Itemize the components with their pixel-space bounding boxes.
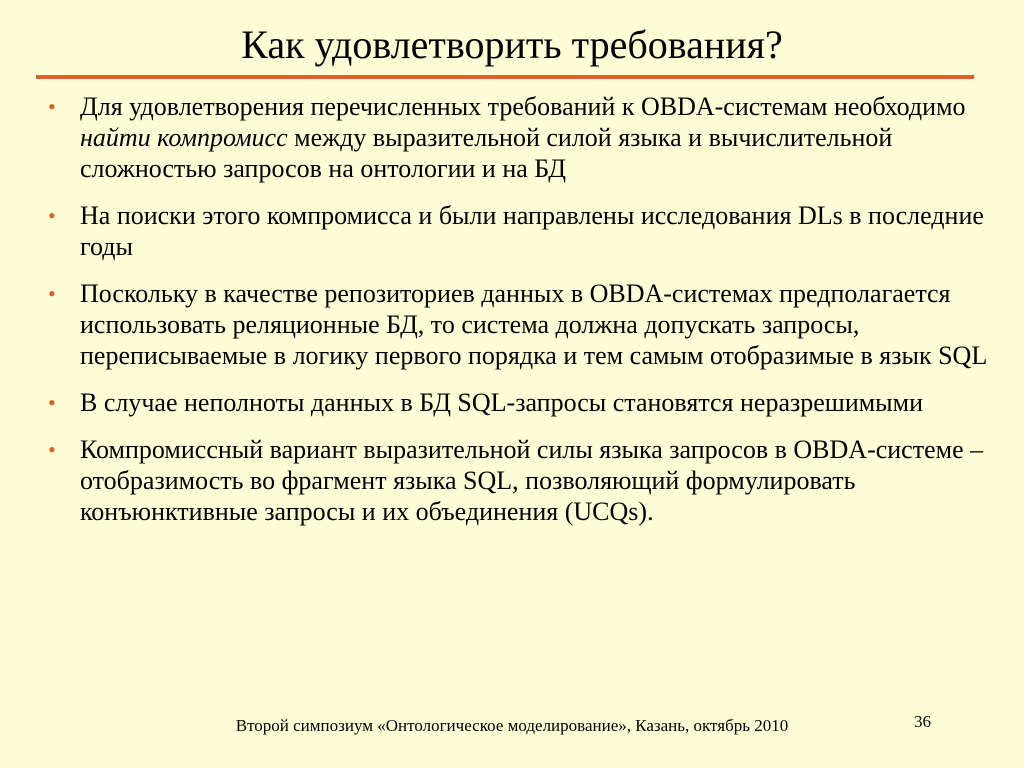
bullet-item	[44, 434, 994, 527]
bullet-list	[44, 91, 994, 543]
bullet-text: В случае неполноты данных в БД SQL-запросы становятся неразрешимыми	[80, 388, 924, 417]
bullet-text-part: между выразительной силой языка и вычислительной сложностью запросов на онтологии и на БД	[80, 123, 893, 183]
page-number: 36	[914, 712, 931, 731]
title-divider	[36, 75, 974, 79]
bullet-marker: •	[48, 437, 56, 462]
bullet-text: Компромиссный вариант выразительной силы языка запросов в OBDA-системе – отобразимость во фрагмент языка SQL, позволяющий формулировать конъюнктивные запросы и их объединения (UCQs).	[80, 435, 984, 526]
bullet-text-part: Для удовлетворения перечисленных требований к OBDA-системам необходимо	[80, 92, 966, 121]
bullet-emphasis: найти компромисс	[80, 123, 288, 152]
slide-footer: Второй симпозиум «Онтологическое моделирование», Казань, октябрь 2010	[235, 716, 789, 735]
bullet-item	[44, 387, 994, 418]
bullet-marker: •	[48, 390, 56, 415]
bullet-item	[44, 278, 994, 371]
bullet-item	[44, 91, 994, 184]
bullet-marker: •	[48, 203, 56, 228]
slide-title: Как удовлетворить требования?	[241, 22, 783, 67]
bullet-text: На поиски этого компромисса и были направлены исследования DLs в последние годы	[80, 201, 984, 261]
bullet-marker: •	[48, 281, 56, 306]
bullet-text: Поскольку в качестве репозиториев данных в OBDA-системах предполагается использовать реляционные БД, то система должна допускать запросы, переписываемые в логику первого порядка и тем самым отобразимые в язык SQL	[80, 279, 988, 370]
bullet-item	[44, 200, 994, 262]
bullet-marker: •	[48, 94, 56, 119]
